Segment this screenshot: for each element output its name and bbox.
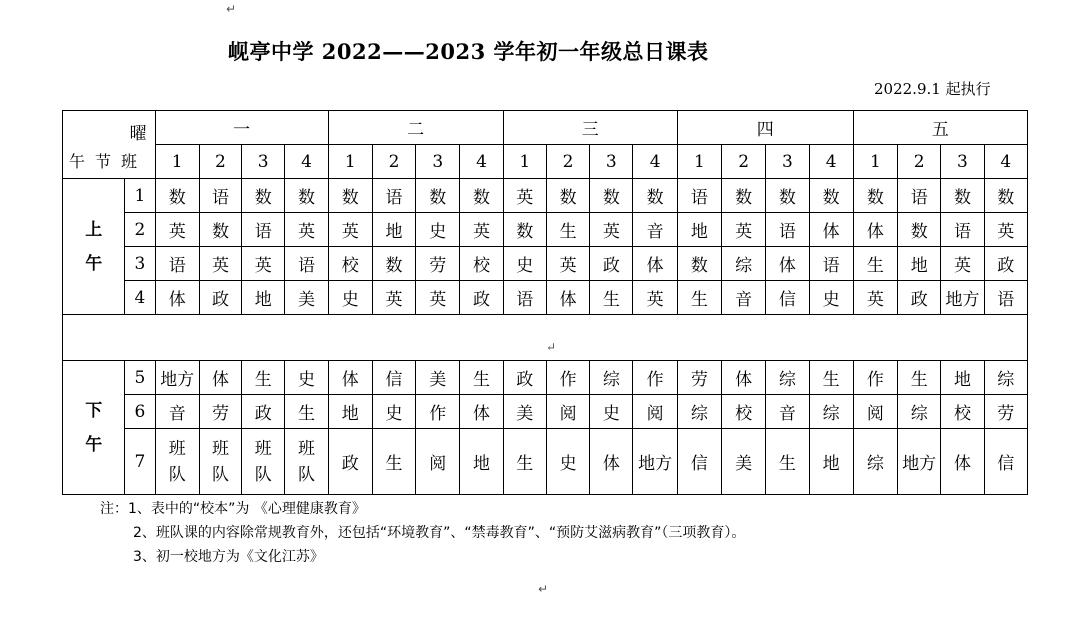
subject-cell: 体: [633, 247, 677, 281]
subject-cell: 校: [460, 247, 503, 281]
subject-cell: 地: [328, 395, 372, 429]
subject-cell: 语: [242, 213, 285, 247]
subject-cell: 英: [242, 247, 285, 281]
subject-cell: 数: [677, 247, 721, 281]
subject-cell: 政: [242, 395, 285, 429]
break-cell: ↵: [63, 315, 1028, 361]
note-line: 2、班队课的内容除常规教育外，还包括“环境教育”、“禁毒教育”、“预防艾滋病教育”（三项教育）。: [133, 525, 746, 541]
note-line: 注：1、表中的“校本”为 《心理健康教育》: [100, 501, 366, 517]
subject-cell: 英: [590, 213, 633, 247]
subject-cell: 地: [809, 429, 853, 495]
subject-cell: 作: [853, 361, 897, 395]
subject-cell: 数: [766, 179, 809, 213]
subject-cell: 体: [941, 429, 984, 495]
subject-cell: 语: [898, 179, 941, 213]
period-number: 3: [125, 247, 155, 281]
subject-cell: 英: [722, 213, 766, 247]
subject-cell: 班 队: [199, 429, 241, 495]
subject-cell: 史: [372, 395, 415, 429]
subject-cell: 校: [941, 395, 984, 429]
class-number-header: 4: [984, 145, 1027, 179]
note-line: 3、初一校地方为《文化江苏》: [133, 549, 324, 565]
class-number-header: 2: [898, 145, 941, 179]
subject-cell: 史: [809, 281, 853, 315]
timetable-row: [63, 361, 1028, 395]
subject-cell: 地方: [633, 429, 677, 495]
subject-cell: 生: [677, 281, 721, 315]
subject-cell: 阅: [416, 429, 460, 495]
subject-cell: 史: [328, 281, 372, 315]
subject-cell: 地: [677, 213, 721, 247]
subject-cell: 语: [809, 247, 853, 281]
period-label: 下 午: [63, 361, 125, 495]
subject-cell: 美: [285, 281, 328, 315]
subject-cell: 英: [416, 281, 460, 315]
subject-cell: 数: [984, 179, 1027, 213]
subject-cell: 数: [503, 213, 546, 247]
subject-cell: 综: [853, 429, 897, 495]
subject-cell: 史: [590, 395, 633, 429]
subject-cell: 体: [155, 281, 199, 315]
timetable-row: [63, 281, 1028, 315]
subject-cell: 劳: [677, 361, 721, 395]
subject-cell: 音: [633, 213, 677, 247]
subject-cell: 生: [766, 429, 809, 495]
subject-cell: 阅: [546, 395, 589, 429]
subject-cell: 数: [898, 213, 941, 247]
paragraph-mark: ↵: [538, 582, 549, 596]
class-number-header: 2: [199, 145, 241, 179]
subject-cell: 作: [633, 361, 677, 395]
subject-cell: 政: [328, 429, 372, 495]
day-header: 三: [503, 111, 677, 145]
timetable-row: [63, 429, 1028, 495]
subject-cell: 劳: [984, 395, 1027, 429]
subject-cell: 数: [809, 179, 853, 213]
subject-cell: 英: [155, 213, 199, 247]
subject-cell: 信: [372, 361, 415, 395]
subject-cell: 地: [242, 281, 285, 315]
subject-cell: 生: [503, 429, 546, 495]
subject-cell: 体: [722, 361, 766, 395]
subject-cell: 政: [898, 281, 941, 315]
subject-cell: 校: [328, 247, 372, 281]
class-number-header: 2: [722, 145, 766, 179]
timetable-row: [63, 395, 1028, 429]
subject-cell: 数: [242, 179, 285, 213]
period-number: 1: [125, 179, 155, 213]
period-number: 6: [125, 395, 155, 429]
class-number-header: 1: [853, 145, 897, 179]
subject-cell: 地: [460, 429, 503, 495]
subject-cell: 数: [633, 179, 677, 213]
subject-cell: 生: [809, 361, 853, 395]
subject-cell: 体: [328, 361, 372, 395]
class-number-header: 3: [416, 145, 460, 179]
period-number: 7: [125, 429, 155, 495]
subject-cell: 语: [941, 213, 984, 247]
subject-cell: 地: [898, 247, 941, 281]
page-title: 岘亭中学 2022——2023 学年初一年级总日课表: [228, 39, 709, 64]
subject-cell: 史: [285, 361, 328, 395]
subject-cell: 生: [853, 247, 897, 281]
subject-cell: 数: [590, 179, 633, 213]
subject-cell: 综: [766, 361, 809, 395]
subject-cell: 语: [984, 281, 1027, 315]
subject-cell: 体: [460, 395, 503, 429]
subject-cell: 体: [590, 429, 633, 495]
subject-cell: 班 队: [285, 429, 328, 495]
break-row: [63, 315, 1028, 361]
class-number-header: 3: [242, 145, 285, 179]
paragraph-mark: ↵: [226, 2, 237, 16]
subject-cell: 综: [984, 361, 1027, 395]
subject-cell: 英: [372, 281, 415, 315]
timetable-row: [63, 213, 1028, 247]
class-number-header: 4: [809, 145, 853, 179]
subject-cell: 体: [853, 213, 897, 247]
subject-cell: 美: [416, 361, 460, 395]
subject-cell: 作: [416, 395, 460, 429]
subject-cell: 英: [503, 179, 546, 213]
subject-cell: 生: [546, 213, 589, 247]
subject-cell: 英: [328, 213, 372, 247]
header-days-row: [63, 111, 1028, 145]
class-number-header: 3: [941, 145, 984, 179]
subject-cell: 数: [155, 179, 199, 213]
subject-cell: 语: [372, 179, 415, 213]
subject-cell: 信: [677, 429, 721, 495]
day-header: 五: [853, 111, 1027, 145]
subject-cell: 数: [285, 179, 328, 213]
subject-cell: 语: [285, 247, 328, 281]
class-number-header: 3: [766, 145, 809, 179]
class-number-header: 2: [372, 145, 415, 179]
subject-cell: 英: [285, 213, 328, 247]
subject-cell: 英: [546, 247, 589, 281]
subject-cell: 地方: [941, 281, 984, 315]
subject-cell: 体: [809, 213, 853, 247]
subject-cell: 阅: [853, 395, 897, 429]
subject-cell: 班 队: [155, 429, 199, 495]
subject-cell: 生: [372, 429, 415, 495]
subject-cell: 信: [984, 429, 1027, 495]
subject-cell: 数: [941, 179, 984, 213]
subject-cell: 政: [460, 281, 503, 315]
subject-cell: 作: [546, 361, 589, 395]
subject-cell: 综: [722, 247, 766, 281]
corner-label-day: 曜: [129, 124, 147, 144]
subject-cell: 数: [416, 179, 460, 213]
subject-cell: 体: [199, 361, 241, 395]
class-number-header: 4: [460, 145, 503, 179]
subject-cell: 生: [242, 361, 285, 395]
day-header: 二: [328, 111, 503, 145]
subject-cell: 生: [898, 361, 941, 395]
subject-cell: 语: [503, 281, 546, 315]
day-header: 一: [155, 111, 328, 145]
subject-cell: 语: [677, 179, 721, 213]
subject-cell: 史: [416, 213, 460, 247]
period-number: 5: [125, 361, 155, 395]
timetable-row: [63, 179, 1028, 213]
notes: [100, 497, 745, 569]
subject-cell: 英: [460, 213, 503, 247]
class-number-header: 2: [546, 145, 589, 179]
header-classes-row: [63, 145, 1028, 179]
subject-cell: 生: [460, 361, 503, 395]
subject-cell: 地方: [898, 429, 941, 495]
subject-cell: 政: [590, 247, 633, 281]
subject-cell: 政: [984, 247, 1027, 281]
subject-cell: 语: [199, 179, 241, 213]
timetable: [62, 110, 1028, 495]
subject-cell: 劳: [199, 395, 241, 429]
header-corner: [63, 111, 156, 179]
subject-cell: 综: [590, 361, 633, 395]
subject-cell: 综: [898, 395, 941, 429]
subject-cell: 地: [941, 361, 984, 395]
subject-cell: 体: [546, 281, 589, 315]
subject-cell: 校: [722, 395, 766, 429]
subject-cell: 数: [546, 179, 589, 213]
subject-cell: 综: [677, 395, 721, 429]
timetable-row: [63, 247, 1028, 281]
subject-cell: 英: [633, 281, 677, 315]
class-number-header: 1: [503, 145, 546, 179]
subject-cell: 数: [722, 179, 766, 213]
subject-cell: 英: [984, 213, 1027, 247]
class-number-header: 1: [677, 145, 721, 179]
subject-cell: 政: [199, 281, 241, 315]
subject-cell: 政: [503, 361, 546, 395]
subject-cell: 班 队: [242, 429, 285, 495]
subject-cell: 阅: [633, 395, 677, 429]
subject-cell: 数: [460, 179, 503, 213]
subject-cell: 英: [941, 247, 984, 281]
subject-cell: 音: [722, 281, 766, 315]
subject-cell: 综: [809, 395, 853, 429]
subject-cell: 信: [766, 281, 809, 315]
subject-cell: 史: [546, 429, 589, 495]
subject-cell: 美: [722, 429, 766, 495]
class-number-header: 1: [328, 145, 372, 179]
subject-cell: 数: [853, 179, 897, 213]
class-number-header: 3: [590, 145, 633, 179]
effective-date: 2022.9.1 起执行: [874, 80, 991, 98]
period-number: 2: [125, 213, 155, 247]
corner-label-period: 午节班: [69, 152, 148, 171]
period-number: 4: [125, 281, 155, 315]
class-number-header: 1: [155, 145, 199, 179]
subject-cell: 史: [503, 247, 546, 281]
subject-cell: 语: [766, 213, 809, 247]
class-number-header: 4: [633, 145, 677, 179]
subject-cell: 生: [285, 395, 328, 429]
subject-cell: 音: [766, 395, 809, 429]
subject-cell: 地方: [155, 361, 199, 395]
class-number-header: 4: [285, 145, 328, 179]
subject-cell: 数: [199, 213, 241, 247]
subject-cell: 劳: [416, 247, 460, 281]
subject-cell: 英: [199, 247, 241, 281]
subject-cell: 数: [328, 179, 372, 213]
period-label: 上 午: [63, 179, 125, 315]
subject-cell: 美: [503, 395, 546, 429]
day-header: 四: [677, 111, 853, 145]
subject-cell: 英: [853, 281, 897, 315]
subject-cell: 数: [372, 247, 415, 281]
subject-cell: 音: [155, 395, 199, 429]
subject-cell: 体: [766, 247, 809, 281]
subject-cell: 语: [155, 247, 199, 281]
subject-cell: 地: [372, 213, 415, 247]
subject-cell: 生: [590, 281, 633, 315]
